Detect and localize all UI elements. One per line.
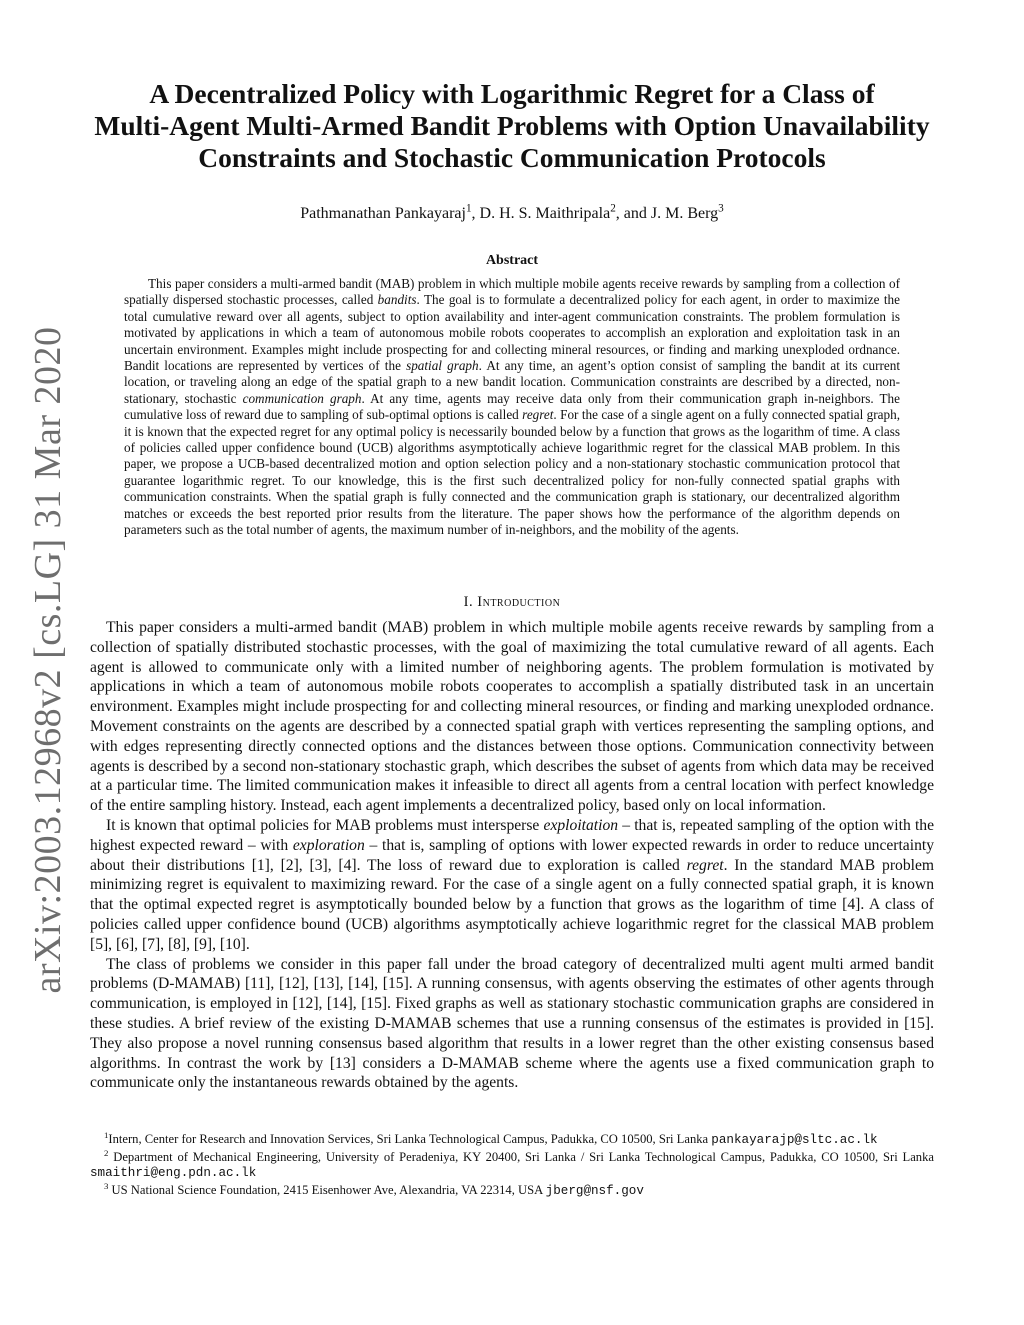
- title-line-1: A Decentralized Policy with Logarithmic Regret for a Class of: [149, 78, 875, 109]
- intro-paragraph-1: This paper considers a multi-armed bandit (MAB) problem in which multiple mobile agents receive rewards by sampling from a collection of spatially distributed stochastic processes, with the goal of maximizing the total cumulative reward of all agents. Each agent is allowed to communicate only with a limited number of neighboring agents. The problem formulation is motivated by applications in which a team of autonomous mobile robots cooperates to accomplish a spatially distributed task in an uncertain environment. Examples might include prospecting for and collecting mineral resources, or finding and marking unexploded ordnance. Movement constraints on the agents are described by a connected spatial graph with vertices representing the sampling options, and with edges representing directly connected options and the distances between those options. Communication connectivity between agents is described by a second non-stationary stochastic graph, which describes the subset of agents from which data may be received at a particular time. The limited communication makes it infeasible to direct all agents from a central location with perfect knowledge of the entire sampling history. Instead, each agent implements a decentralized policy, based only on local information.: [90, 619, 934, 815]
- section-heading-introduction: I. Introduction: [463, 594, 561, 610]
- abstract-paragraph: This paper considers a multi-armed bandit (MAB) problem in which multiple mobile agents receive rewards by sampling from a collection of spatially dispersed stochastic processes, called bandits. The goal is to formulate a decentralized policy for each agent, in order to maximize the total cumulative reward over all agents, subject to option availability and inter-agent communication constraints. The problem formulation is motivated by applications in which a team of autonomous mobile robots cooperates to accomplish an exploration and exploitation task in an uncertain environment. Examples might include prospecting for and collecting mineral resources, or finding and marking unexploded ordnance. Bandit locations are represented by vertices of the spatial graph. At any time, an agent’s option consist of sampling the bandit at its current location, or traveling along an edge of the spatial graph to a new bandit location. Communication constraints are described by a directed, non-stationary, stochastic communication graph. At any time, agents may receive data only from their communication graph in-neighbors. The cumulative loss of reward due to sampling of sub-optimal options is called regret. For the case of a single agent on a fully connected spatial graph, it is known that the expected regret for any optimal policy is necessarily bounded below by a function that grows as the logarithm of time. A class of policies called upper confidence bound (UCB) algorithms asymptotically achieve logarithmic regret for the classical MAB problem. In this paper, we propose a UCB-based decentralized motion and option selection policy and a non-stationary stochastic communication protocol that guarantee logarithmic regret. To our knowledge, this is the first such decentralized policy for non-fully connected spatial graphs with communication constraints. When the spatial graph is fully connected and the communication graph is stationary, our decentralized algorithm matches or exceeds the best reported prior results from the literature. The paper shows how the performance of the algorithm depends on parameters such as the total number of agents, the maximum number of in-neighbors, and the mobility of the agents.: [124, 276, 900, 538]
- abstract-body: [124, 276, 900, 539]
- footnote-2: $^2$ Department of Mechanical Engineering, University of Peradeniya, KY 20400, Sri Lanka / Sri Lanka Technological Campus, Padukka, CO 10500, Sri Lanka smaithri@eng.pdn.ac.lk: [90, 1147, 934, 1181]
- intro-paragraph-3: The class of problems we consider in this paper fall under the broad category of decentralized multi agent multi armed bandit problems (D-MAMAB) [11], [12], [13], [14], [15]. A running consensus, with agents observing the estimates of other agents through communication, is employed in [12], [14], [15]. Fixed graphs as well as stationary stochastic communication graphs are considered in these studies. A brief review of the existing D-MAMAB schemes that use a running consensus of the estimates is provided in [15]. They also propose a novel running consensus based algorithm that results in a lower regret than the other existing consensus based algorithms. In contrast the work by [13] considers a D-MAMAB scheme where the agents use a fixed communication graph to communicate only the instantaneous rewards obtained by the agents.: [90, 955, 934, 1092]
- introduction-body: [90, 618, 934, 1093]
- abstract-heading: Abstract: [485, 253, 539, 268]
- footnote-1: $^1$Intern, Center for Research and Innovation Services, Sri Lanka Technological Campus, Padukka, CO 10500, Sri Lanka pankayarajp@sltc.ac.lk: [104, 1129, 878, 1147]
- footnote-3: $^3$ US National Science Foundation, 2415 Eisenhower Ave, Alexandria, VA 22314, USA jberg@nsf.gov: [104, 1180, 644, 1198]
- author-1-affiliation: 1: [465, 202, 472, 215]
- author-3-affiliation: 3: [718, 202, 724, 215]
- arxiv-identifier: arXiv:2003.12968v2 [cs.LG] 31 Mar 2020: [27, 326, 69, 994]
- author-list: [90, 202, 934, 223]
- paper-title: [90, 78, 934, 174]
- author-2: , D. H. S. Maithripala: [471, 205, 611, 222]
- intro-paragraph-2: It is known that optimal policies for MAB problems must intersperse exploitation – that is, repeated sampling of the option with the highest expected reward – with exploration – that is, sampling of options with lower expected rewards in order to reduce uncertainty about their distributions [1], [2], [3], [4]. The loss of reward due to exploration is called regret. In the standard MAB problem minimizing regret is equivalent to maximizing reward. For the case of a single agent on a fully connected spatial graph, it is known that the optimal expected regret is asymptotically bounded below by a function that grows as the logarithm of time [4]. A class of policies called upper confidence bound (UCB) algorithms asymptotically achieve logarithmic regret for the classical MAB problem [5], [6], [7], [8], [9], [10].: [90, 816, 935, 953]
- email-link-2[interactable]: smaithri@eng.pdn.ac.lk: [90, 1166, 257, 1181]
- title-line-2: Multi-Agent Multi-Armed Bandit Problems with Option Unavailability: [94, 110, 930, 141]
- email-link-1[interactable]: pankayarajp@sltc.ac.lk: [711, 1133, 878, 1147]
- email-link-3[interactable]: jberg@nsf.gov: [545, 1183, 644, 1198]
- footnotes: [90, 1129, 934, 1200]
- author-3: , and J. M. Berg: [615, 205, 719, 222]
- author-1: Pathmanathan Pankayaraj: [300, 205, 466, 222]
- author-2-affiliation: 2: [610, 202, 616, 215]
- title-line-3: Constraints and Stochastic Communication Protocols: [198, 142, 826, 173]
